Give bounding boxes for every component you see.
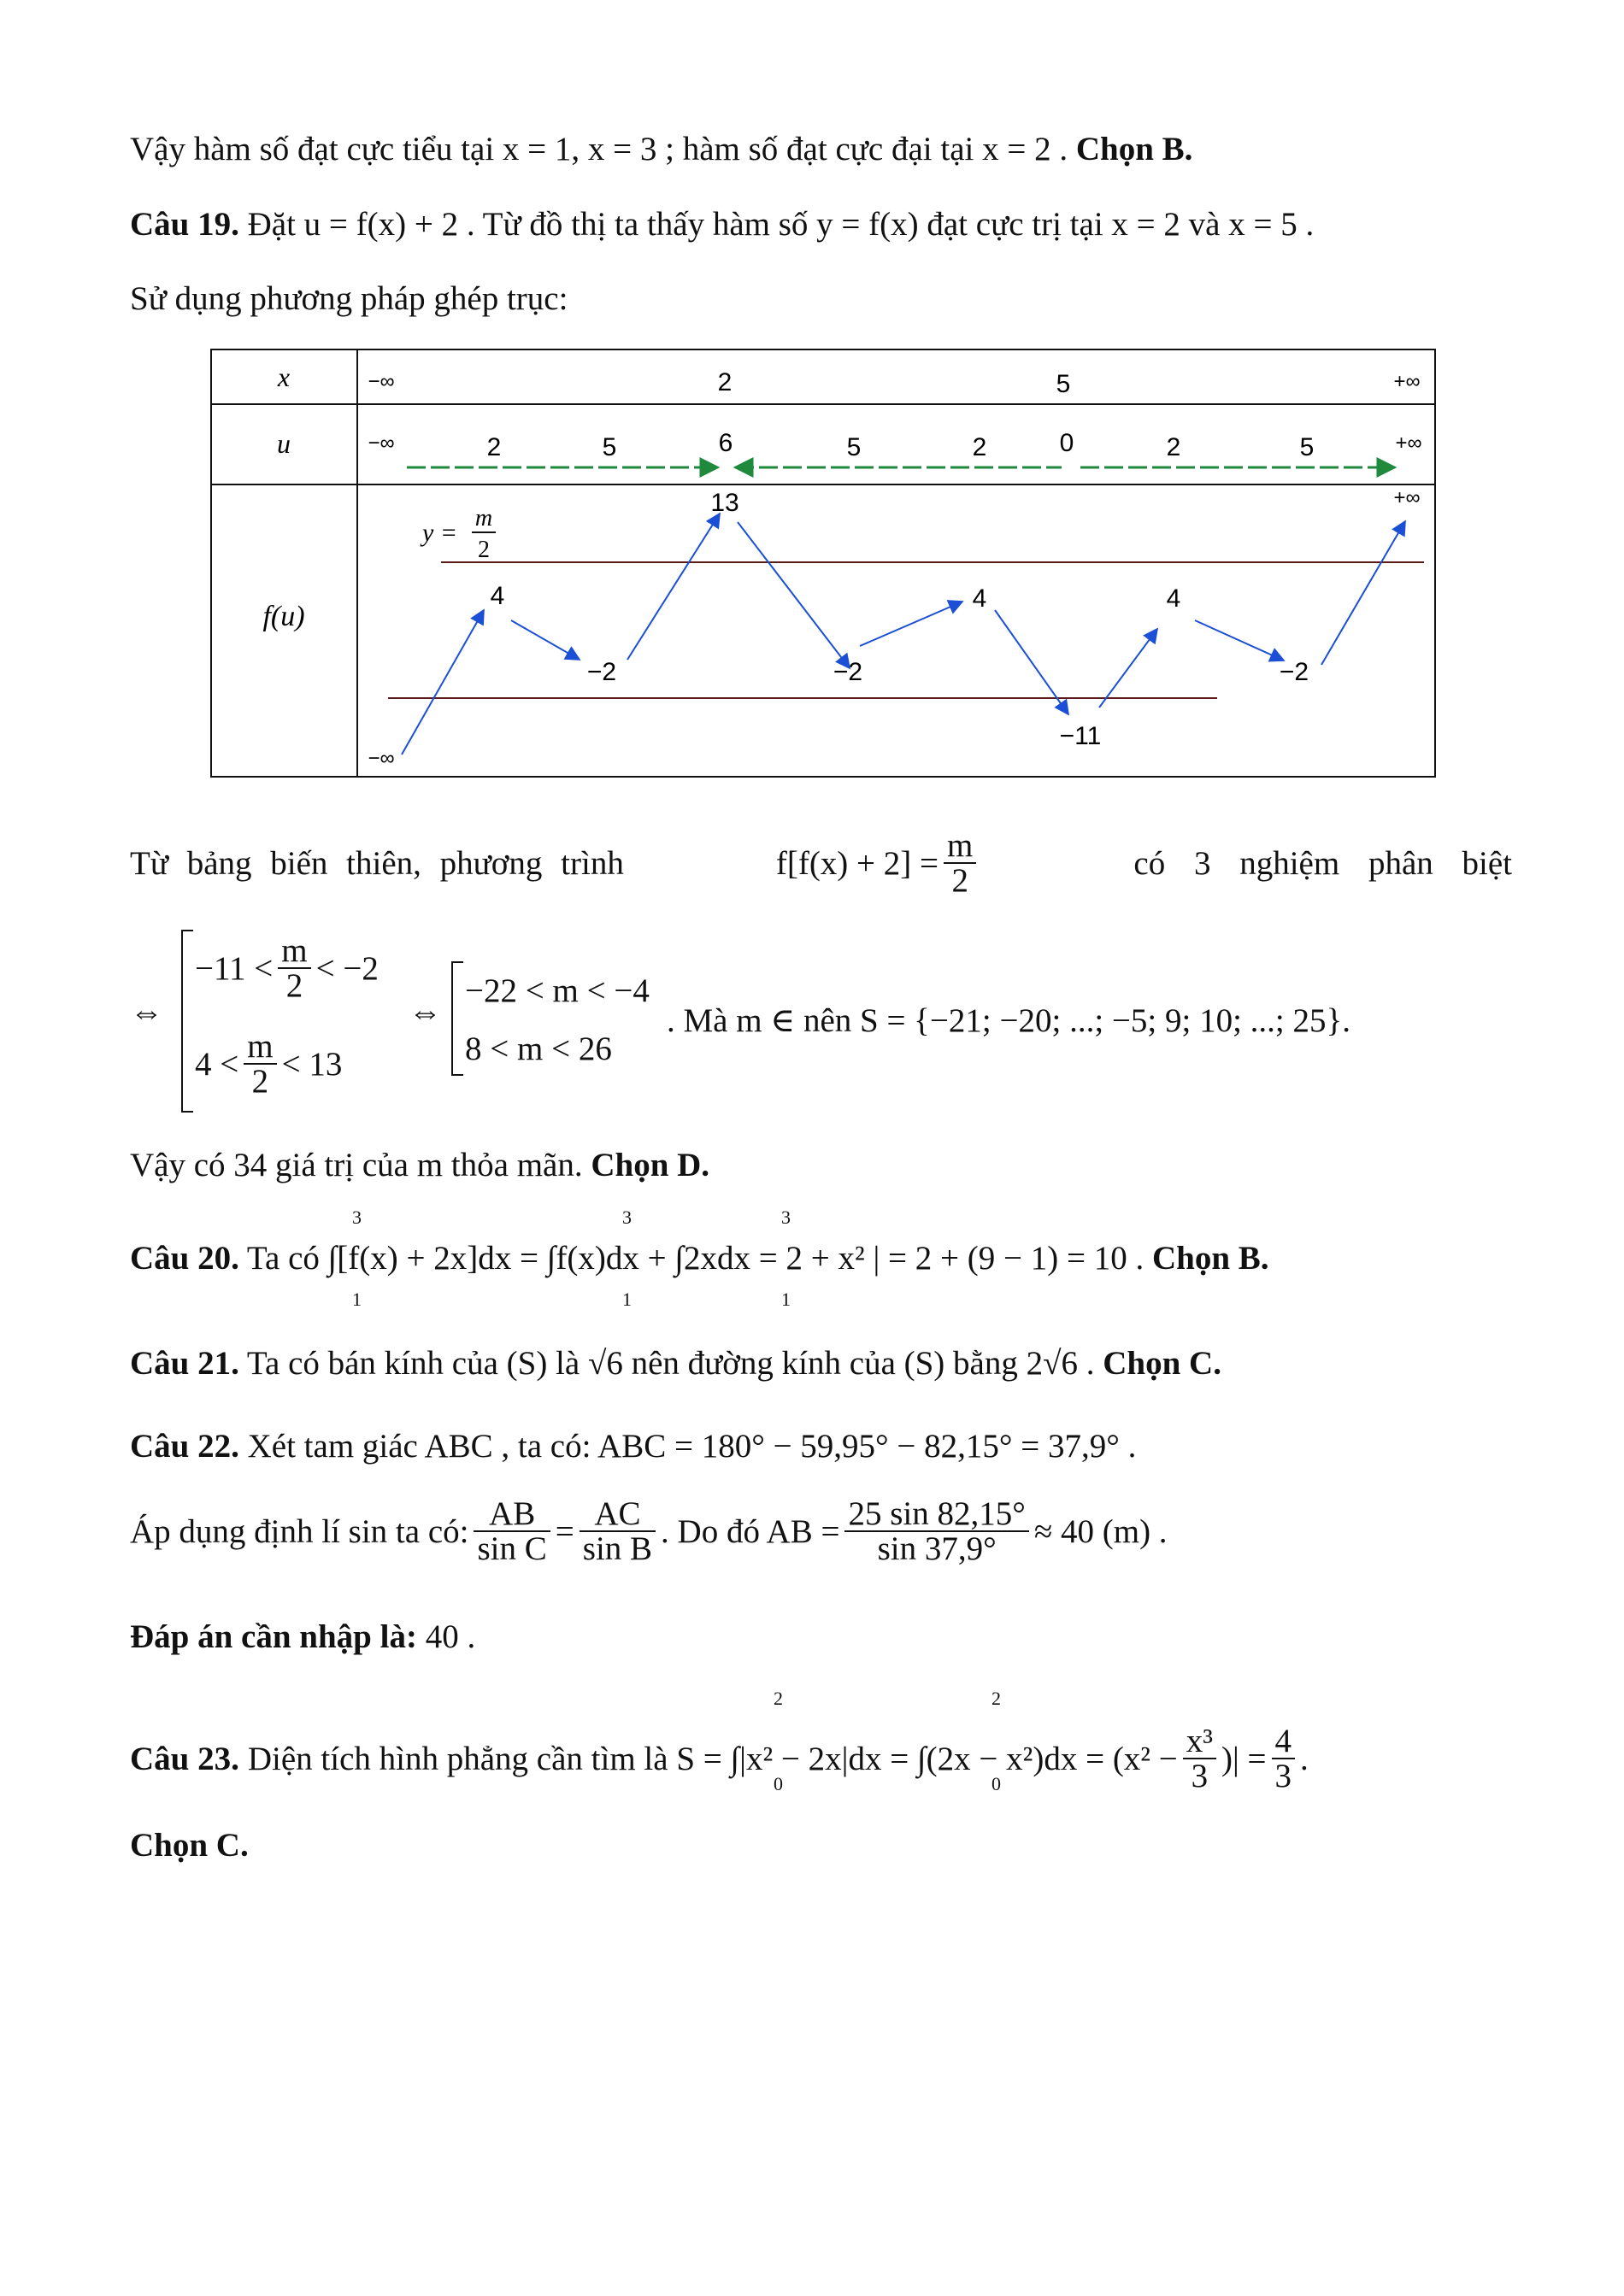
q23-f2-num: 4	[1272, 1724, 1296, 1759]
q23-f1-num: x³	[1183, 1724, 1216, 1759]
f-val-neg2a: −2	[586, 658, 617, 686]
line-4-rest: có 3 nghiệm phân biệt	[1133, 844, 1512, 882]
q20-int3-upper: 3	[781, 1207, 791, 1228]
q23-line	[130, 1724, 1309, 1793]
row-label-u: u	[277, 428, 291, 459]
line-6-choice: Chọn D.	[591, 1147, 710, 1183]
f-val-neg2b: −2	[833, 658, 863, 686]
f-val-4a: 4	[490, 582, 505, 610]
sys-row-1-frac	[278, 934, 310, 1002]
q21-text: Ta có bán kính của (S) là √6 nên đường kính của (S) bằng 2√6 .	[246, 1345, 1095, 1382]
line-4-text: Từ bảng biến thiên, phương trình	[130, 844, 624, 882]
sys-row-1-b: < −2	[315, 949, 379, 987]
line-11	[130, 1620, 475, 1653]
q23-int2-upper: 2	[991, 1688, 1001, 1709]
x-val-5: 5	[1056, 370, 1071, 398]
f-val-neg-inf: −∞	[368, 747, 395, 770]
q23-f2-den: 3	[1274, 1758, 1292, 1794]
line-10-f3-den: sin 37,9°	[877, 1530, 997, 1567]
f-val-4b: 4	[972, 584, 987, 613]
q20-int1-lower: 1	[352, 1289, 362, 1310]
line-13	[130, 1829, 249, 1862]
u-val-2b: 2	[972, 433, 987, 461]
arrow-1	[402, 610, 484, 755]
line-4-frac-den: 2	[951, 862, 968, 899]
q23-frac-2	[1272, 1724, 1296, 1793]
u-val-pos-inf: +∞	[1395, 432, 1422, 455]
u-val-5c: 5	[1299, 433, 1315, 461]
arrow-4	[738, 522, 850, 668]
q21-line	[130, 1347, 1221, 1380]
line-6-text: Vậy có 34 giá trị của m thỏa mãn.	[130, 1147, 583, 1183]
equiv-1: ⇔	[130, 994, 163, 1031]
q20-text: Ta có ∫[f(x) + 2x]dx = ∫f(x)dx + ∫2xdx = 2 + x² | = 2 + (9 − 1) = 10 .	[246, 1240, 1144, 1277]
sys-row-4: 8 < m < 26	[465, 1031, 612, 1067]
q23-int1-lower: 0	[774, 1773, 783, 1794]
f-val-pos-inf: +∞	[1393, 486, 1421, 509]
sys-tail: . Mà m ∈ nên S = {−21; −20; ...; −5; 9; 10; ...; 25}.	[667, 1002, 1350, 1039]
q23-text: Diện tích hình phẳng cần tìm là S = ∫|x² − 2x|dx = ∫(2x − x²)dx = (x² −	[247, 1740, 1178, 1777]
line-10-c: ≈ 40 (m) .	[1033, 1512, 1168, 1550]
arrow-7	[1099, 629, 1157, 708]
row-label-x: x	[277, 361, 291, 392]
q20-line	[130, 1242, 1269, 1275]
line-4	[130, 829, 1512, 897]
line-4-frac-num: m	[944, 829, 976, 864]
line-10-a: Áp dụng định lí sin ta có:	[130, 1512, 469, 1550]
y-label: y =	[422, 519, 458, 547]
variation-table	[210, 349, 1436, 778]
u-val-5b: 5	[846, 433, 862, 461]
q22-text: Xét tam giác ABC , ta có: ABC = 180° − 59,95° − 82,15° = 37,9° .	[247, 1428, 1137, 1465]
y-label-2: 2	[478, 537, 490, 563]
equiv-2: ⇔	[409, 994, 442, 1031]
line-10-f3-num: 25 sin 82,15°	[844, 1497, 1028, 1532]
line-10-frac-3	[844, 1497, 1028, 1565]
y-label-m: m	[474, 505, 493, 531]
q23-frac-1	[1183, 1724, 1216, 1793]
x-val-2: 2	[717, 368, 733, 396]
q20-int2-upper: 3	[622, 1207, 632, 1228]
q22-line	[130, 1430, 1136, 1463]
sys-row-2	[195, 1030, 342, 1098]
line-6	[130, 1148, 709, 1182]
q19-line	[130, 208, 1314, 241]
line-10-f2-num: AC	[580, 1497, 656, 1532]
q21-choice: Chọn C.	[1103, 1345, 1221, 1382]
u-val-neg-inf: −∞	[368, 432, 395, 455]
sys-row-2-frac	[244, 1030, 276, 1098]
answer-value: 40 .	[425, 1618, 476, 1655]
line-10-frac-2	[580, 1497, 656, 1565]
q20-int1-upper: 3	[352, 1207, 362, 1228]
u-val-5a: 5	[602, 433, 617, 461]
sys-row-2-b: < 13	[281, 1045, 343, 1083]
sys-row-1-num: m	[278, 934, 310, 969]
line-1-text: Vậy hàm số đạt cực tiểu tại x = 1, x = 3 ; hàm số đạt cực đại tại x = 2 .	[130, 131, 1068, 167]
q19-text: Đặt u = f(x) + 2 . Từ đồ thị ta thấy hàm số y = f(x) đạt cực trị tại x = 2 và x = 5 .	[247, 206, 1315, 243]
line-3	[130, 282, 568, 315]
f-val-4c: 4	[1166, 584, 1181, 613]
line-4-fraction	[944, 829, 976, 897]
bracket-2	[451, 961, 463, 1076]
f-val-neg11: −11	[1059, 722, 1102, 750]
line-10-frac-1	[474, 1497, 550, 1565]
line-10	[130, 1497, 1168, 1565]
line-10-b: . Do đó AB =	[661, 1512, 840, 1550]
line-13-choice: Chọn C.	[130, 1827, 249, 1864]
line-1	[130, 132, 1192, 166]
line-1-choice: Chọn B.	[1075, 131, 1193, 167]
sys-row-1-a: −11 <	[195, 949, 274, 987]
sys-row-2-a: 4 <	[195, 1045, 239, 1083]
line-10-f1-den: sin C	[477, 1530, 547, 1567]
line-10-f1-num: AB	[474, 1497, 550, 1532]
q20-choice: Chọn B.	[1152, 1240, 1269, 1277]
sys-row-2-num: m	[244, 1030, 276, 1065]
sys-row-1	[195, 934, 379, 1002]
q19-label: Câu 19.	[130, 206, 239, 243]
line-10-eq: =	[555, 1512, 574, 1550]
x-val-pos-inf: +∞	[1393, 370, 1421, 393]
answer-label: Đáp án cần nhập là:	[130, 1618, 417, 1655]
line-4-eq-lhs: f[f(x) + 2] =	[775, 844, 939, 882]
x-val-neg-inf: −∞	[368, 370, 395, 393]
u-val-6: 6	[718, 429, 733, 457]
q21-label: Câu 21.	[130, 1345, 239, 1382]
q23-end: .	[1300, 1740, 1309, 1777]
row-label-f: f(u)	[262, 601, 305, 632]
arrow-8	[1195, 620, 1284, 661]
arrow-9	[1321, 521, 1405, 665]
sys-row-1-den: 2	[285, 967, 303, 1004]
q23-int1-upper: 2	[774, 1688, 783, 1709]
bracket-1	[181, 930, 193, 1113]
line-3-text: Sử dụng phương pháp ghép trục:	[130, 280, 568, 317]
q23-label: Câu 23.	[130, 1740, 239, 1777]
line-10-f2-den: sin B	[582, 1530, 653, 1567]
sys-row-3: −22 < m < −4	[465, 972, 650, 1009]
f-val-13: 13	[710, 489, 739, 517]
u-val-2c: 2	[1166, 433, 1181, 461]
arrow-5	[860, 602, 962, 646]
arrow-3	[627, 514, 720, 660]
q22-label: Câu 22.	[130, 1428, 239, 1465]
q23-tail: )| =	[1221, 1740, 1267, 1777]
line-4-eq	[776, 829, 982, 897]
u-val-2a: 2	[486, 433, 502, 461]
q23-f1-den: 3	[1191, 1758, 1209, 1794]
u-val-0: 0	[1059, 429, 1074, 457]
q23-int2-lower: 0	[991, 1773, 1001, 1794]
q20-label: Câu 20.	[130, 1240, 239, 1277]
sys-row-2-den: 2	[251, 1063, 269, 1100]
arrow-2	[511, 620, 580, 660]
f-val-neg2c: −2	[1279, 658, 1309, 686]
q20-int2-lower: 1	[622, 1289, 632, 1310]
q20-int3-lower: 1	[781, 1289, 791, 1310]
